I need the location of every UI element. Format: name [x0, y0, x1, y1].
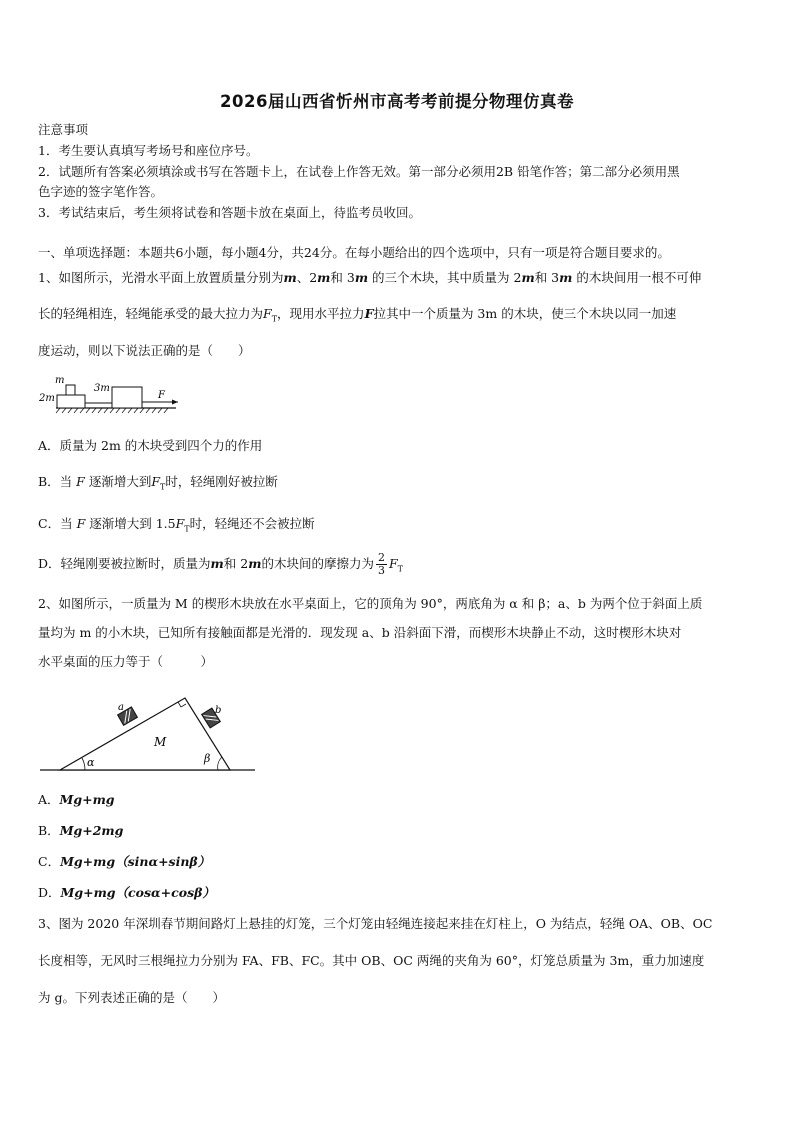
- q1-var: F: [76, 516, 86, 531]
- q1-subscript: T: [184, 524, 190, 534]
- label-M: M: [154, 735, 167, 749]
- q2-stem-line2: 量均为 m 的小木块，已知所有接触面都是光滑的．现发现 a、b 沿斜面下滑，而楔形木块静止不动，这时楔形木块对: [38, 625, 682, 640]
- label-alpha: α: [87, 756, 95, 769]
- q2-option-value: Mg+mg: [59, 792, 115, 807]
- q1-text: 长的轻绳相连，轻绳能承受的最大拉力为: [38, 306, 264, 321]
- q1-subscript: T: [271, 314, 278, 324]
- notice-item-2: 2．试题所有答案必须填涂或书写在答题卡上，在试卷上作答无效。第一部分必须用2B 铅笔作答；第二部分必须用黑: [38, 164, 680, 179]
- q1-var: m: [283, 270, 297, 285]
- q1-option-text: 的木块间的摩擦力为: [261, 556, 374, 571]
- q1-var: F: [76, 474, 85, 489]
- label-a: a: [118, 702, 124, 713]
- q1-var: m: [521, 270, 535, 285]
- q1-option-text: 逐渐增大到 1.5: [89, 516, 176, 531]
- notice-heading: 注意事项: [38, 122, 89, 137]
- q1-text: 、2: [296, 270, 318, 285]
- q1-option-text: 时，轻绳还不会被拉断: [189, 516, 315, 531]
- q2-option-prefix: B．: [38, 823, 60, 838]
- q1-var: F: [151, 474, 161, 489]
- q2-option-prefix: C．: [38, 854, 61, 869]
- label-2m: 2m: [39, 393, 55, 404]
- q2-option-prefix: D．: [38, 885, 61, 900]
- q2-option-b: [38, 823, 123, 839]
- q1-text: 拉其中一个质量为 3m 的木块，使三个木块以同一加速: [373, 306, 677, 321]
- notice-item-1: 1．考生要认真填写考场号和座位序号。: [38, 143, 259, 158]
- q3-stem-line2: 长度相等，无风时三根绳拉力分别为 FA、FB、FC。其中 OB、OC 两绳的夹角为 60°，灯笼总质量为 3m，重力加速度: [38, 953, 705, 968]
- q1-var: m: [210, 556, 224, 571]
- block-3m: [112, 387, 142, 408]
- fraction-denominator: 3: [377, 564, 385, 577]
- q1-var: F: [263, 306, 272, 321]
- q1-text: 的三个木块，其中质量为 2: [368, 270, 522, 285]
- q1-option-c: [38, 516, 315, 538]
- q1-text: 和 3: [330, 270, 355, 285]
- q2-diagram: [40, 690, 260, 775]
- q2-option-value: Mg+mg（sinα+sinβ）: [60, 854, 211, 869]
- q3-stem-line1: 3、图为 2020 年深圳春节期间路灯上悬挂的灯笼，三个灯笼由轻绳连接起来挂在灯柱上，O 为结点，轻绳 OA、OB、OC: [38, 916, 713, 931]
- q1-option-d: [38, 552, 403, 578]
- block-m: [66, 385, 75, 395]
- q2-option-d: [38, 885, 215, 901]
- q1-diagram: [36, 374, 186, 414]
- q1-option-text: 和 2: [223, 556, 249, 571]
- q1-stem-line2: [38, 306, 676, 328]
- q3-stem-line3: 为 g。下列表述正确的是（ ）: [38, 990, 225, 1005]
- q1-text: 的木块间用一根不可伸: [572, 270, 702, 285]
- q1-subscript: T: [397, 564, 403, 574]
- q1-option-a: A．质量为 2m 的木块受到四个力的作用: [38, 438, 263, 453]
- q2-stem-line3: 水平桌面的压力等于（ ）: [38, 654, 214, 669]
- q2-option-c: [38, 854, 210, 870]
- q1-var: F: [175, 516, 185, 531]
- q1-subscript: T: [160, 482, 166, 492]
- q1-var: m: [317, 270, 331, 285]
- q1-var: m: [354, 270, 369, 285]
- q1-stem-line1: [38, 270, 701, 286]
- q1-option-text: D．轻绳刚要被拉断时，质量为: [38, 556, 211, 571]
- label-b: b: [215, 705, 222, 716]
- section-heading: 一、单项选择题：本题共6小题，每小题4分，共24分。在每小题给出的四个选项中，只有一项是符合题目要求的。: [38, 245, 670, 260]
- q1-option-text: 时，轻绳刚好被拉断: [165, 474, 278, 489]
- q2-stem-line1: 2、如图所示，一质量为 M 的楔形木块放在水平桌面上，它的顶角为 90°，两底角为 α 和 β；a、b 为两个位于斜面上质: [38, 596, 703, 611]
- notice-item-3: 3．考试结束后，考生须将试卷和答题卡放在桌面上，待监考员收回。: [38, 205, 421, 220]
- fraction: [376, 552, 387, 577]
- q1-text: ，现用水平拉力: [277, 306, 365, 321]
- q1-text: 1、如图所示，光滑水平面上放置质量分别为: [38, 270, 284, 285]
- q1-stem-line3: 度运动，则以下说法正确的是（ ）: [38, 343, 251, 358]
- block-2m: [57, 395, 85, 408]
- q1-var: F: [388, 556, 398, 571]
- q2-option-a: [38, 792, 115, 808]
- q1-option-text: C．当: [38, 516, 73, 531]
- q1-text: 和 3: [534, 270, 560, 285]
- label-m: m: [55, 375, 65, 386]
- label-F: F: [158, 390, 165, 401]
- q2-option-prefix: A．: [38, 792, 60, 807]
- q1-option-text: 逐渐增大到: [88, 474, 152, 489]
- label-beta: β: [204, 752, 211, 765]
- notice-item-2-cont: 色字迹的签字笔作答。: [38, 184, 164, 199]
- q1-var: m: [559, 270, 573, 285]
- fraction-numerator: 2: [377, 551, 385, 564]
- q1-var: F: [364, 306, 374, 321]
- q1-option-text: B．当: [38, 474, 73, 489]
- q1-option-b: [38, 474, 278, 496]
- page-title: 2026届山西省忻州市高考考前提分物理仿真卷: [220, 92, 574, 111]
- q2-option-value: Mg+2mg: [59, 823, 124, 838]
- q1-var: m: [248, 556, 262, 571]
- q2-option-value: Mg+mg（cosα+cosβ）: [60, 885, 215, 900]
- label-3m: 3m: [94, 383, 110, 394]
